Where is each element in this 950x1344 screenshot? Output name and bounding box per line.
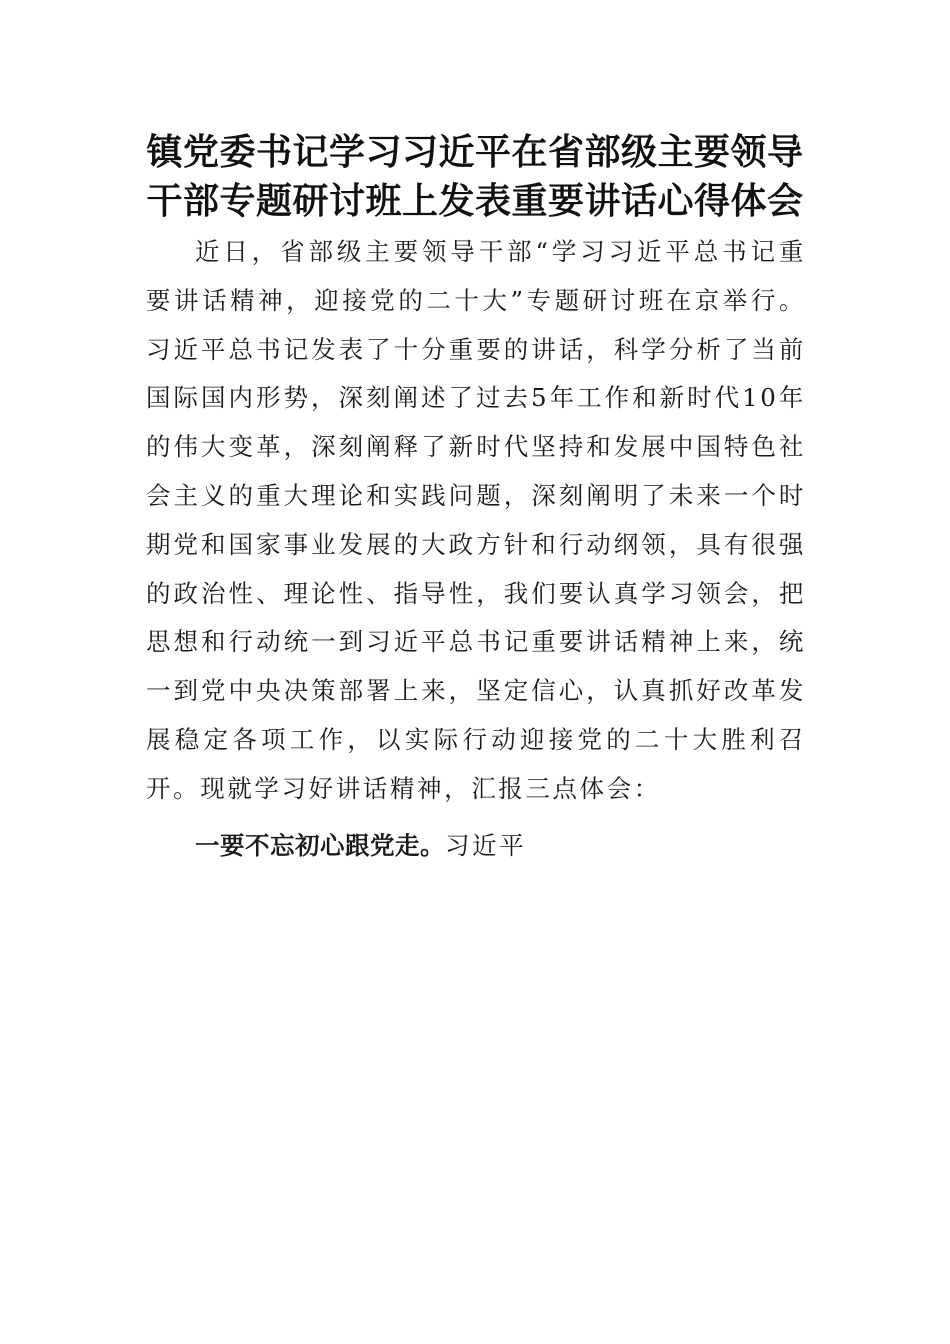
point-one-heading: 一要不忘初心跟党走。 — [195, 830, 445, 860]
intro-paragraph: 近日，省部级主要领导干部“学习习近平总书记重要讲话精神，迎接党的二十大”专题研讨班在京举行。习近平总书记发表了十分重要的讲话，科学分析了当前国际国内形势，深刻阐述了过去5年工作和新时代10年的伟大变革，深刻阐释了新时代坚持和发展中国特色社会主义的重大理论和实践问题，深刻阐明了未来一个时期党和国家事业发展的大政方针和行动纲领，具有很强的政治性、理论性、指导性，我们要认真学习领会，把思想和行动统一到习近平总书记重要讲话精神上来，统一到党中央决策部署上来，坚定信心，认真抓好改革发展稳定各项工作，以实际行动迎接党的二十大胜利召开。现就学习好讲话精神，汇报三点体会： — [146, 237, 806, 803]
point-one-text: 习近平 — [445, 830, 527, 860]
point-one-paragraph — [146, 822, 806, 871]
document-title — [140, 128, 810, 226]
title-line-2: 干部专题研讨班上发表重要讲话心得体会 — [146, 181, 804, 222]
document-body — [146, 228, 806, 870]
title-line-1: 镇党委书记学习习近平在省部级主要领导 — [146, 132, 804, 173]
